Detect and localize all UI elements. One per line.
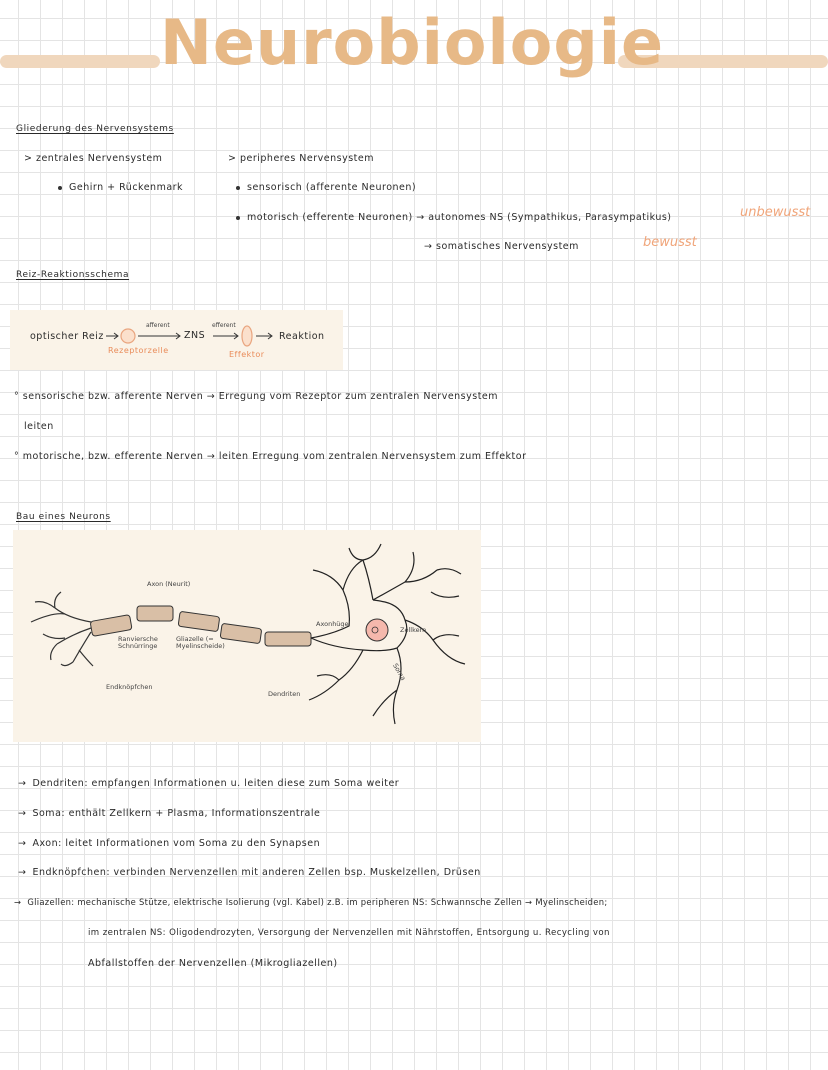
label-gliazelle: Gliazelle (= Myelinscheide) — [176, 635, 225, 651]
definition-gliazellen-3: Abfallstoffen der Nervenzellen (Mikrogliazellen) — [88, 958, 338, 969]
bullet-icon — [58, 186, 62, 190]
neuron-heading: Bau eines Neurons — [16, 512, 111, 522]
zns-item-text: Gehirn + Rückenmark — [69, 182, 184, 193]
label-zellkern: Zellkern — [400, 626, 427, 634]
label-dendriten: Dendriten — [268, 690, 301, 698]
arrow-icon: → — [416, 212, 425, 223]
definition-soma-text: Soma: enthält Zellkern + Plasma, Informationszentrale — [32, 808, 321, 819]
somatisch-text: somatisches Nervensystem — [436, 241, 579, 252]
bullet-circle-icon: ° — [14, 451, 20, 462]
nerven-line-1 — [14, 391, 498, 402]
title-bar-left — [0, 55, 160, 68]
reiz-heading: Reiz-Reaktionsschema — [16, 270, 130, 280]
definition-soma — [18, 808, 320, 819]
neuron-diagram — [13, 530, 481, 742]
arrow-icon: → — [18, 867, 27, 878]
arrow-afferent — [138, 333, 180, 339]
effektor-label: Effektor — [229, 350, 265, 359]
endknoepfchen-branches — [31, 592, 93, 666]
arrow-reaktion — [256, 333, 272, 339]
autonomes-ns-text: autonomes NS (Sympathikus, Parasympatikus) — [428, 212, 672, 223]
nerven-line-2-text: motorische, bzw. efferente Nerven → leiten Erregung vom zentralen Nervensystem zum Effektor — [22, 451, 527, 462]
definition-axon — [18, 838, 320, 849]
arrow-icon: → — [18, 838, 27, 849]
label-endknoepfchen: Endknöpfchen — [106, 683, 153, 691]
reaktion-label: Reaktion — [279, 331, 325, 342]
definition-dendriten-text: Dendriten: empfangen Informationen u. leiten diese zum Soma weiter — [32, 778, 400, 789]
arrow-icon: → — [18, 808, 27, 819]
zns-item — [58, 182, 183, 193]
label-axon: Axon (Neurit) — [147, 580, 191, 588]
rezeptorzelle-shape — [121, 329, 135, 343]
label-axonhuegel: Axonhügel — [316, 620, 351, 628]
bullet-circle-icon: ° — [14, 391, 20, 402]
pns-item-motorisch-text: motorisch (efferente Neuronen) — [247, 212, 413, 223]
pns-label: > peripheres Nervensystem — [228, 153, 374, 164]
somatisch-item — [424, 241, 579, 252]
definition-gliazellen-text: Gliazellen: mechanische Stütze, elektrische Isolierung (vgl. Kabel) z.B. im peripheren NS: Schwannsche Zellen → Myelinscheiden; — [27, 897, 608, 907]
optischer-reiz-label: optischer Reiz — [30, 331, 104, 342]
nerven-line-1-text: sensorische bzw. afferente Nerven → Erregung vom Rezeptor zum zentralen Nervensystem — [22, 391, 499, 402]
arrow-icon: → — [14, 897, 22, 907]
label-ranvier: Ranviersche Schnürringe — [118, 635, 158, 651]
pns-item-sensorisch-text: sensorisch (afferente Neuronen) — [247, 182, 417, 193]
pns-item-sensorisch — [236, 182, 416, 193]
arrow-icon: → — [424, 241, 433, 252]
definition-endknoepfchen — [18, 867, 481, 878]
label-soma: Soma — [391, 662, 408, 682]
note-unbewusst: unbewusst — [740, 205, 811, 220]
arrow-icon: → — [18, 778, 27, 789]
effektor-shape — [242, 326, 252, 346]
efferent-label: efferent — [212, 322, 236, 329]
zns-label: > zentrales Nervensystem — [24, 153, 163, 164]
bullet-icon — [236, 186, 240, 190]
nerven-line-2 — [14, 451, 527, 462]
arrow-efferent — [213, 333, 238, 339]
definition-gliazellen-2: im zentralen NS: Oligodendrozyten, Versorgung der Nervenzellen mit Nährstoffen, Entsorgung u. Recycling von — [88, 928, 610, 938]
zns-node-label: ZNS — [184, 330, 206, 341]
definition-endknoepfchen-text: Endknöpfchen: verbinden Nervenzellen mit anderen Zellen bsp. Muskelzellen, Drüsen — [32, 867, 481, 878]
definition-gliazellen — [14, 897, 607, 907]
zellkern-shape — [366, 619, 388, 641]
page-title: Neurobiologie — [160, 6, 665, 79]
note-bewusst: bewusst — [643, 235, 697, 250]
definition-axon-text: Axon: leitet Informationen vom Soma zu den Synapsen — [32, 838, 321, 849]
nerven-line-1b: leiten — [24, 421, 54, 432]
bullet-icon — [236, 216, 240, 220]
afferent-label: afferent — [146, 322, 170, 329]
definition-dendriten — [18, 778, 399, 789]
gliederung-heading: Gliederung des Nervensystems — [16, 124, 174, 134]
pns-item-motorisch — [236, 212, 672, 223]
arrow-reiz-rezeptor — [106, 333, 118, 339]
rezeptorzelle-label: Rezeptorzelle — [108, 346, 169, 355]
